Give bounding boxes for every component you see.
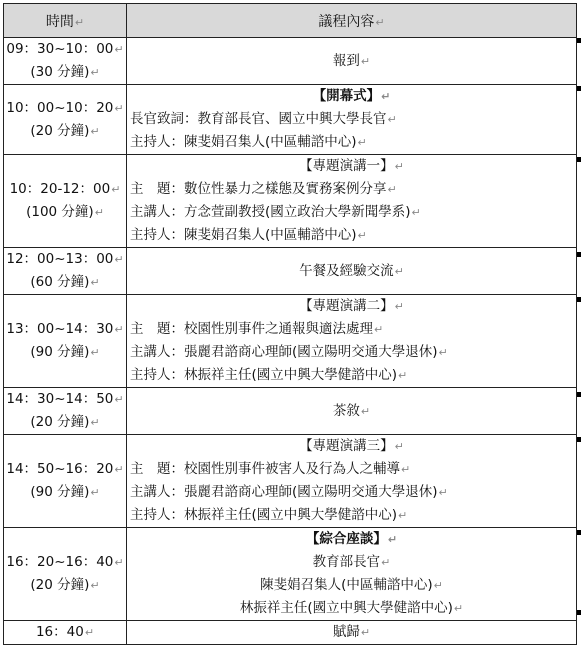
paragraph-mark-icon: ↵: [387, 183, 397, 196]
time-range-text: 16：40: [35, 624, 84, 640]
content-line: [127, 50, 576, 73]
paragraph-mark-icon: ↵: [453, 602, 464, 615]
paragraph-mark-icon: ↵: [438, 346, 448, 359]
content-line-text: 午餐及經驗交流: [299, 262, 394, 279]
row-end-marker: [577, 86, 581, 91]
time-range: [4, 621, 126, 644]
duration-text: (90 分鐘): [30, 344, 90, 360]
paragraph-mark-icon: ↵: [360, 404, 371, 418]
row-end-marker: [577, 157, 581, 162]
content-line: [127, 201, 576, 224]
content-line-text: 主持人：陳斐娟召集人(中區輔諮中心): [130, 227, 357, 243]
time-cell: [4, 248, 127, 295]
content-line: [127, 574, 576, 597]
paragraph-mark-icon: ↵: [360, 54, 371, 68]
content-line: [127, 85, 576, 108]
table-row: [4, 155, 577, 248]
duration-text: (20 分鐘): [30, 414, 90, 430]
table-row: [4, 528, 577, 621]
table-row: [4, 621, 577, 645]
content-line: [127, 551, 576, 574]
duration-text: (60 分鐘): [30, 274, 90, 290]
content-cell: [127, 248, 577, 295]
content-line: [127, 155, 576, 178]
paragraph-mark-icon: ↵: [394, 440, 404, 453]
content-line: [127, 504, 576, 527]
row-end-marker: [577, 437, 581, 442]
content-line-text: 【專題演講二】: [299, 298, 394, 314]
content-line-text: 賦歸: [332, 624, 360, 640]
time-cell: [4, 621, 127, 645]
paragraph-mark-icon: ↵: [114, 43, 124, 56]
content-line: [127, 224, 576, 247]
content-line: [127, 528, 576, 551]
content-line: [127, 597, 576, 620]
content-line: [127, 481, 576, 504]
paragraph-mark-icon: ↵: [357, 229, 367, 242]
time-cell: [4, 85, 127, 155]
time-range: [4, 97, 126, 120]
paragraph-mark-icon: ↵: [411, 206, 421, 219]
time-range-text: 14：30~14：50: [6, 391, 114, 407]
content-line-text: 主持人：林振祥主任(國立中興大學健諮中心): [130, 367, 398, 383]
content-line-text: 【專題演講三】: [299, 438, 394, 454]
duration: [4, 61, 126, 84]
content-cell: [127, 38, 577, 85]
time-range: [4, 551, 126, 574]
content-line-text: 主 題：校園性別事件之通報與適法處理: [130, 321, 373, 337]
paragraph-mark-icon: ↵: [360, 626, 371, 639]
content-line-text: 主講人：張麗君諮商心理師(國立陽明交通大學退休): [130, 484, 438, 500]
time-range-text: 14：50~16：20: [6, 461, 114, 477]
duration: [4, 201, 126, 224]
content-line: [127, 621, 576, 644]
duration-text: (20 分鐘): [30, 577, 90, 593]
duration: [4, 341, 126, 364]
content-line: [127, 400, 576, 423]
table-row: [4, 435, 577, 528]
agenda-body: [4, 38, 577, 645]
content-line-text: 林振祥主任(國立中興大學健諮中心): [239, 600, 453, 616]
header-content: [127, 4, 577, 38]
content-cell: [127, 388, 577, 435]
duration: [4, 574, 126, 597]
content-cell: [127, 295, 577, 388]
content-line-text: 【綜合座談】: [305, 531, 387, 547]
paragraph-mark-icon: ↵: [433, 579, 443, 592]
paragraph-mark-icon: ↵: [111, 183, 121, 196]
paragraph-mark-icon: ↵: [387, 533, 398, 546]
content-line-text: 主講人：張麗君諮商心理師(國立陽明交通大學退休): [130, 344, 438, 360]
time-range: [4, 248, 126, 271]
content-line-text: 陳斐娟召集人(中區輔諮中心): [260, 577, 433, 593]
table-row: [4, 85, 577, 155]
paragraph-mark-icon: ↵: [114, 101, 124, 115]
content-line: [127, 295, 576, 318]
duration-text: (20 分鐘): [30, 122, 90, 139]
paragraph-mark-icon: ↵: [398, 369, 408, 382]
agenda-table: [3, 3, 577, 645]
paragraph-mark-icon: ↵: [387, 113, 397, 126]
content-line-text: 主持人：林振祥主任(國立中興大學健諮中心): [130, 507, 398, 523]
content-line-text: 主講人：方念萱副教授(國立政治大學新聞學系): [130, 204, 411, 220]
row-end-marker: [577, 297, 581, 302]
paragraph-mark-icon: ↵: [381, 556, 391, 569]
content-cell: [127, 528, 577, 621]
time-range: [4, 388, 126, 411]
time-range: [4, 458, 126, 481]
time-cell: [4, 528, 127, 621]
paragraph-mark-icon: ↵: [394, 264, 404, 278]
content-line-text: 茶敘: [332, 402, 360, 419]
paragraph-mark-icon: ↵: [90, 416, 100, 429]
content-line: [127, 318, 576, 341]
content-line: [127, 178, 576, 201]
content-cell: [127, 435, 577, 528]
content-cell: [127, 155, 577, 248]
row-end-marker: [577, 392, 581, 397]
time-range-text: 16：20~16：40: [6, 554, 114, 570]
header-time-label: 時間: [45, 13, 74, 30]
duration: [4, 120, 126, 143]
content-line-text: 主持人：陳斐娟召集人(中區輔諮中心): [130, 134, 357, 150]
paragraph-mark-icon: ↵: [375, 15, 385, 29]
time-range-text: 09：30~10：00: [6, 41, 114, 57]
header-row: [4, 4, 577, 38]
duration: [4, 411, 126, 434]
paragraph-mark-icon: ↵: [90, 124, 100, 138]
content-line: [127, 108, 576, 131]
content-line-text: 主 題：校園性別事件被害人及行為人之輔導: [130, 461, 400, 477]
content-line: [127, 458, 576, 481]
header-content-label: 議程內容: [318, 13, 375, 30]
paragraph-mark-icon: ↵: [394, 160, 404, 173]
content-line: [127, 364, 576, 387]
header-time: [4, 4, 127, 38]
content-line-text: 長官致詞：教育部長官、國立中興大學長官: [130, 111, 387, 127]
time-range-text: 10：20-12：00: [9, 181, 111, 197]
paragraph-mark-icon: ↵: [90, 276, 100, 289]
time-cell: [4, 435, 127, 528]
table-row: [4, 248, 577, 295]
duration-text: (90 分鐘): [30, 484, 90, 500]
content-line-text: 【開幕式】: [312, 88, 381, 104]
content-cell: [127, 85, 577, 155]
paragraph-mark-icon: ↵: [114, 253, 124, 266]
content-line: [127, 341, 576, 364]
paragraph-mark-icon: ↵: [394, 300, 404, 313]
content-line-text: 報到: [332, 52, 360, 69]
time-cell: [4, 295, 127, 388]
paragraph-mark-icon: ↵: [438, 486, 448, 499]
content-line: [127, 260, 576, 283]
paragraph-mark-icon: ↵: [90, 486, 100, 499]
paragraph-mark-icon: ↵: [90, 579, 100, 592]
content-line-text: 主 題：數位性暴力之樣態及實務案例分享: [130, 181, 387, 197]
duration-text: (30 分鐘): [30, 64, 90, 80]
row-end-marker: [577, 252, 581, 257]
paragraph-mark-icon: ↵: [114, 556, 124, 569]
paragraph-mark-icon: ↵: [114, 323, 124, 336]
time-cell: [4, 155, 127, 248]
paragraph-mark-icon: ↵: [398, 509, 408, 522]
paragraph-mark-icon: ↵: [357, 136, 367, 149]
paragraph-mark-icon: ↵: [84, 626, 95, 639]
time-range-text: 13：00~14：30: [6, 321, 114, 337]
time-cell: [4, 388, 127, 435]
content-cell: [127, 621, 577, 645]
time-range-text: 10：00~10：20: [6, 99, 114, 116]
paragraph-mark-icon: ↵: [401, 463, 411, 476]
paragraph-mark-icon: ↵: [374, 323, 384, 336]
time-range: [4, 318, 126, 341]
time-range: [4, 178, 126, 201]
paragraph-mark-icon: ↵: [90, 346, 100, 359]
time-range-text: 12：00~13：00: [6, 251, 114, 267]
table-row: [4, 38, 577, 85]
row-end-marker: [577, 38, 581, 43]
content-line-text: 【專題演講一】: [299, 158, 394, 174]
paragraph-mark-icon: ↵: [381, 90, 391, 103]
paragraph-mark-icon: ↵: [94, 206, 104, 219]
paragraph-mark-icon: ↵: [90, 66, 100, 79]
table-row: [4, 295, 577, 388]
paragraph-mark-icon: ↵: [114, 393, 124, 406]
time-cell: [4, 38, 127, 85]
duration-text: (100 分鐘): [26, 204, 94, 220]
paragraph-mark-icon: ↵: [114, 463, 124, 476]
row-end-marker: [577, 530, 581, 535]
duration: [4, 481, 126, 504]
content-line-text: 教育部長官: [312, 554, 381, 570]
duration: [4, 271, 126, 294]
table-row: [4, 388, 577, 435]
row-end-marker: [577, 610, 581, 615]
content-line: [127, 131, 576, 154]
paragraph-mark-icon: ↵: [74, 15, 85, 29]
content-line: [127, 435, 576, 458]
time-range: [4, 38, 126, 61]
